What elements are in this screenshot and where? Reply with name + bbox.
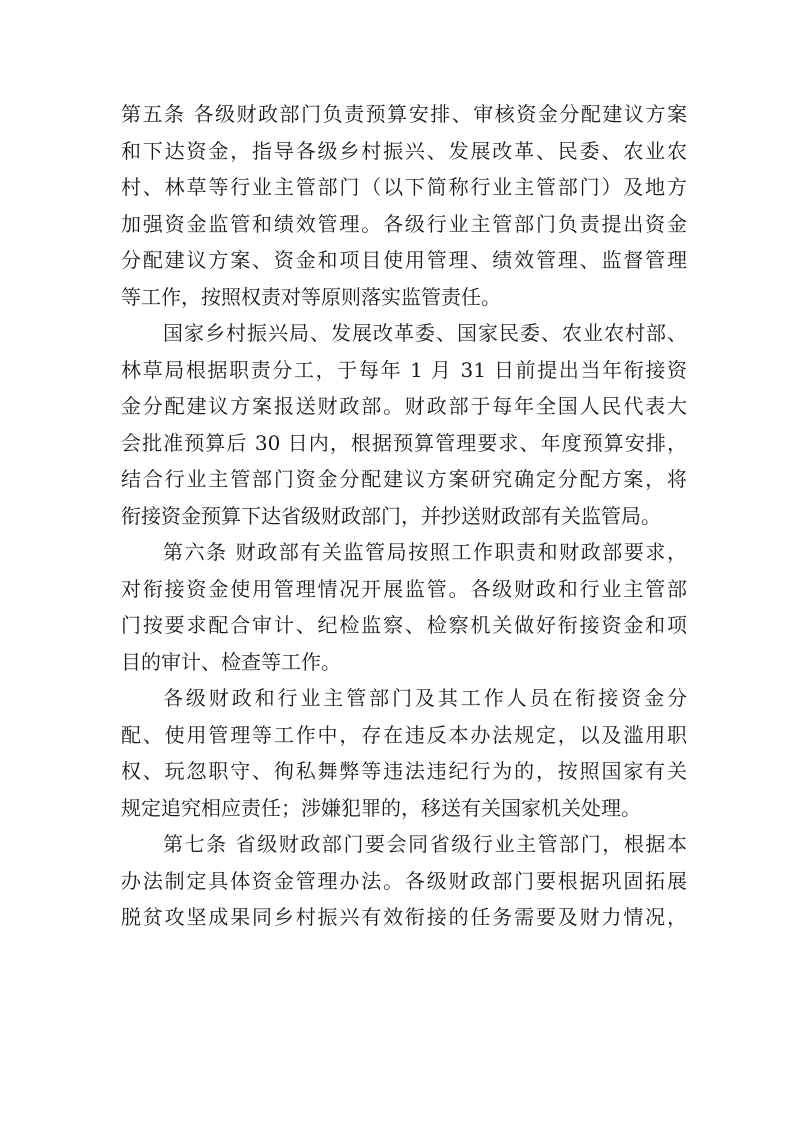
paragraph-article-6-part-2 bbox=[121, 680, 687, 826]
text-line: 配、使用管理等工作中，存在违反本办法规定，以及滥用职 bbox=[121, 722, 687, 747]
paragraph-article-5-part-2 bbox=[121, 315, 687, 534]
text-line: 村、林草等行业主管部门（以下简称行业主管部门）及地方 bbox=[121, 175, 687, 199]
text-line: 对衔接资金使用管理情况开展监管。各级财政和行业主管部 bbox=[121, 576, 687, 601]
text-line: 目的审计、检查等工作。 bbox=[121, 649, 341, 674]
text-line: 林草局根据职责分工，于每年 1 月 31 日前提出当年衔接资 bbox=[121, 357, 687, 382]
text-line: 衔接资金预算下达省级财政部门，并抄送财政部有关监管局。 bbox=[121, 503, 661, 528]
paragraph-article-5 bbox=[121, 96, 687, 315]
text-line: 和下达资金，指导各级乡村振兴、发展改革、民委、农业农 bbox=[121, 138, 687, 163]
text-line: 等工作，按照权责对等原则落实监管责任。 bbox=[121, 284, 501, 309]
text-line: 加强资金监管和绩效管理。各级行业主管部门负责提出资金 bbox=[121, 211, 687, 236]
text-line: 权、玩忽职守、徇私舞弊等违法违纪行为的，按照国家有关 bbox=[121, 759, 687, 783]
text-line: 规定追究相应责任；涉嫌犯罪的，移送有关国家机关处理。 bbox=[121, 795, 641, 820]
paragraph-article-6 bbox=[121, 534, 687, 680]
text-line: 结合行业主管部门资金分配建议方案研究确定分配方案，将 bbox=[121, 467, 687, 491]
text-line: 第七条 省级财政部门要会同省级行业主管部门，根据本 bbox=[163, 832, 687, 856]
text-line: 国家乡村振兴局、发展改革委、国家民委、农业农村部、 bbox=[163, 321, 687, 345]
text-line: 第五条 各级财政部门负责预算安排、审核资金分配建议方案 bbox=[121, 102, 687, 126]
text-line: 分配建议方案、资金和项目使用管理、绩效管理、监督管理 bbox=[121, 248, 687, 272]
paragraph-article-7 bbox=[121, 826, 687, 936]
text-line: 金分配建议方案报送财政部。财政部于每年全国人民代表大 bbox=[121, 394, 687, 418]
document-body bbox=[121, 96, 687, 936]
text-line: 会批准预算后 30 日内，根据预算管理要求、年度预算安排， bbox=[121, 430, 687, 455]
text-line: 办法制定具体资金管理办法。各级财政部门要根据巩固拓展 bbox=[121, 868, 687, 893]
text-line: 各级财政和行业主管部门及其工作人员在衔接资金分 bbox=[163, 686, 687, 710]
text-line: 脱贫攻坚成果同乡村振兴有效衔接的任务需要及财力情况， bbox=[121, 905, 687, 929]
text-line: 门按要求配合审计、纪检监察、检察机关做好衔接资金和项 bbox=[121, 613, 687, 637]
text-line: 第六条 财政部有关监管局按照工作职责和财政部要求， bbox=[163, 540, 687, 564]
